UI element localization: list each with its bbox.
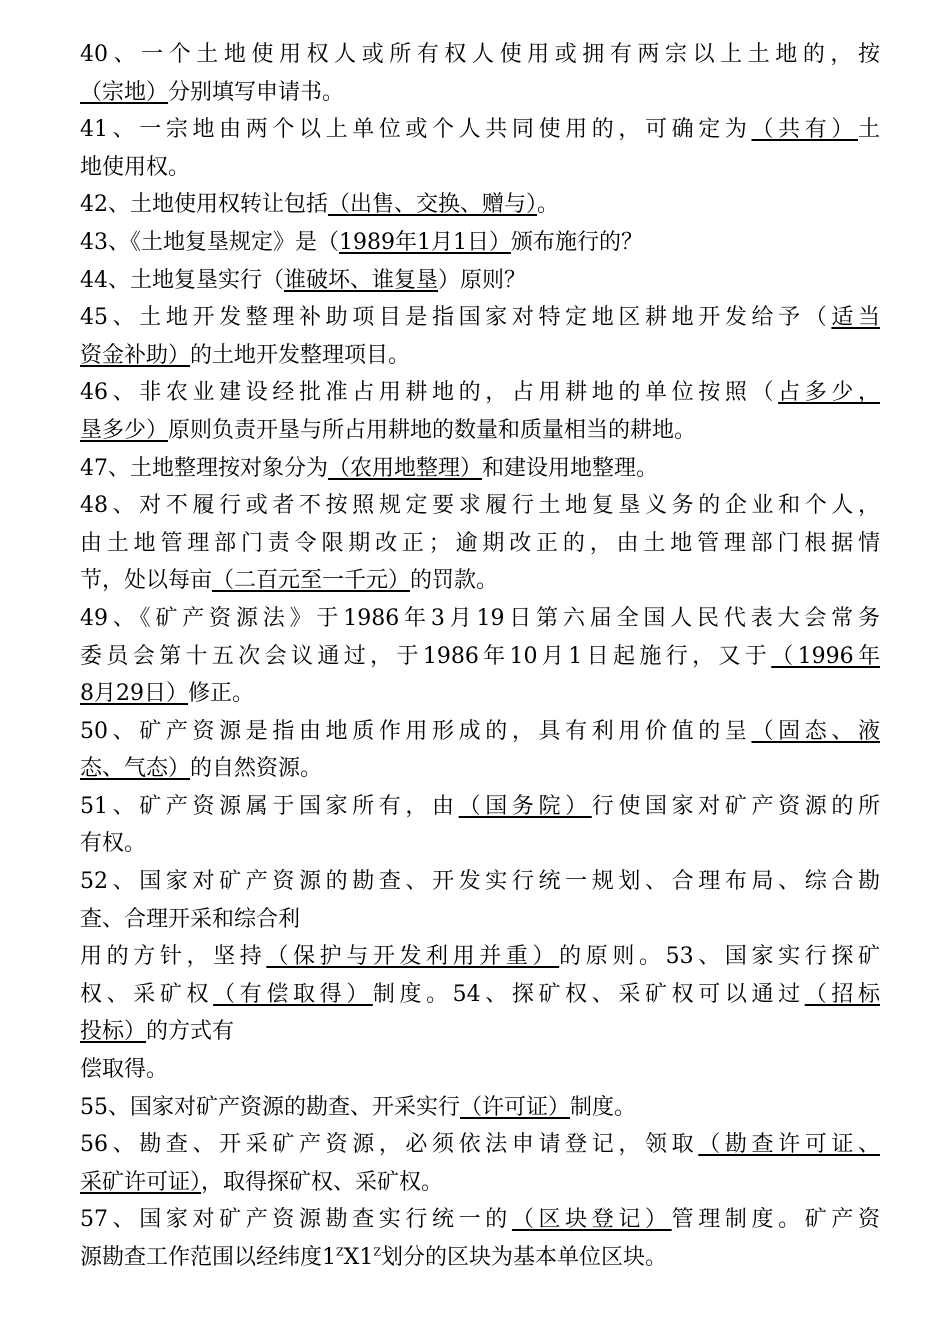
text-line — [80, 224, 880, 262]
text-line — [80, 713, 880, 751]
text-line — [80, 825, 880, 863]
answer-blank: 投标） — [80, 1019, 147, 1045]
text-line — [80, 487, 880, 525]
text-line — [80, 450, 880, 488]
text-run: 节，处以每亩 — [80, 568, 213, 594]
text-run: 49、《矿产资源法》于1986年3月19日第六届全国人民代表大会常务 — [80, 605, 880, 631]
text-run: 56、勘查、开采矿产资源，必须依法申请登记，领取 — [80, 1132, 699, 1158]
superscript: Z — [336, 1245, 344, 1259]
text-run: 57、国家对矿产资源勘查实行统一的 — [80, 1207, 512, 1233]
answer-blank: 态、气态） — [80, 756, 191, 782]
text-line — [80, 36, 880, 74]
text-line — [80, 111, 880, 149]
text-line — [80, 863, 880, 901]
answer-blank: 8月29日） — [80, 681, 188, 707]
text-line — [80, 186, 880, 224]
text-run: 行使国家对矿产资源的所 — [591, 793, 880, 819]
text-run: 修正。 — [188, 681, 255, 707]
text-run: 46、非农业建设经批准占用耕地的，占用耕地的单位按照（ — [80, 380, 779, 406]
answer-blank: （宗地） — [80, 79, 169, 105]
text-line — [80, 675, 880, 713]
answer-blank: （1996年 — [771, 643, 880, 669]
text-run: 40、一个土地使用权人或所有权人使用或拥有两宗以上土地的，按 — [80, 42, 880, 67]
text-line — [80, 562, 880, 600]
text-line — [80, 750, 880, 788]
text-run: 。 — [537, 192, 560, 218]
answer-blank: （有偿取得） — [213, 981, 373, 1007]
text-run: 的原则。53、国家实行探矿 — [559, 944, 880, 970]
text-run: 的方式有 — [146, 1019, 235, 1045]
text-line — [80, 1239, 880, 1277]
text-run: 分别填写申请书。 — [168, 79, 345, 105]
answer-blank: 适当 — [831, 305, 880, 331]
text-line — [80, 1126, 880, 1164]
text-run: 50、矿产资源是指由地质作用形成的，具有利用价值的呈 — [80, 718, 752, 744]
text-run: 的自然资源。 — [190, 756, 323, 782]
text-run: 52、国家对矿产资源的勘查、开发实行统一规划、合理布局、综合勘 — [80, 869, 880, 895]
answer-blank: 采矿许可证） — [80, 1169, 202, 1195]
text-run: X1 — [343, 1245, 374, 1270]
text-line — [80, 1013, 880, 1051]
text-run: 42、土地使用权转让包括 — [80, 192, 328, 218]
text-run: 管理制度。矿产资 — [671, 1207, 880, 1233]
answer-blank: （许可证） — [460, 1094, 571, 1120]
answer-blank: （固态、液 — [751, 718, 880, 744]
text-run: 由土地管理部门责令限期改正；逾期改正的，由土地管理部门根据情 — [80, 530, 880, 556]
text-line — [80, 638, 880, 676]
text-line — [80, 337, 880, 375]
answer-blank: （勘查许可证、 — [698, 1132, 880, 1158]
answer-blank: （共有） — [751, 117, 858, 143]
answer-blank: 1989年1月1日） — [339, 229, 511, 255]
text-line — [80, 412, 880, 450]
answer-blank: （国务院） — [458, 793, 592, 819]
text-line — [80, 976, 880, 1014]
superscript: Z — [373, 1245, 381, 1259]
answer-blank: 占多少， — [778, 380, 880, 406]
text-run: 制度。 — [570, 1094, 637, 1120]
text-line — [80, 600, 880, 638]
text-line — [80, 1201, 880, 1239]
answer-blank: （出售、交换、赠与） — [328, 192, 538, 218]
text-run: 土 — [857, 117, 880, 143]
text-run: 偿取得。 — [80, 1057, 169, 1083]
text-run: 委员会第十五次会议通过，于1986年10月1日起施行，又于 — [80, 643, 772, 669]
text-run: 划分的区块为基本单位区块。 — [380, 1245, 667, 1270]
text-line — [80, 149, 880, 187]
text-run: 51、矿产资源属于国家所有，由 — [80, 793, 459, 819]
answer-blank: （二百元至一千元） — [212, 568, 411, 594]
text-run: ，取得探矿权、采矿权。 — [201, 1169, 444, 1195]
answer-blank: （区块登记） — [511, 1207, 672, 1233]
answer-blank: （保护与开发利用并重） — [266, 944, 560, 970]
text-run: 制度。54、探矿权、采矿权可以通过 — [372, 981, 805, 1007]
text-line — [80, 788, 880, 826]
text-run: 43、《土地复垦规定》是（ — [80, 229, 339, 255]
text-line — [80, 262, 880, 300]
text-run: 44、土地复垦实行（ — [80, 267, 284, 293]
text-run: 55、国家对矿产资源的勘查、开采实行 — [80, 1094, 460, 1120]
answer-blank: 谁破坏、谁复垦 — [284, 267, 439, 293]
text-line — [80, 525, 880, 563]
text-run: 原则负责开垦与所占用耕地的数量和质量相当的耕地。 — [168, 417, 697, 443]
text-run: 源勘查工作范围以经纬度1 — [80, 1245, 336, 1270]
text-run: 47、土地整理按对象分为 — [80, 455, 328, 481]
text-run: ）原则？ — [438, 267, 527, 293]
answer-blank: 垦多少） — [80, 417, 169, 443]
text-run: 颁布施行的？ — [510, 229, 643, 255]
text-run: 的土地开发整理项目。 — [190, 342, 411, 368]
text-run: 用的方针，坚持 — [80, 944, 267, 970]
text-run: 41、一宗地由两个以上单位或个人共同使用的，可确定为 — [80, 117, 752, 143]
text-line — [80, 299, 880, 337]
text-line — [80, 374, 880, 412]
text-line — [80, 901, 880, 939]
document-body — [80, 36, 880, 1277]
text-run: 45、土地开发整理补助项目是指国家对特定地区耕地开发给予（ — [80, 305, 832, 331]
text-run: 查、合理开采和综合利 — [80, 906, 301, 932]
text-line — [80, 1089, 880, 1127]
text-run: 和建设用地整理。 — [482, 455, 659, 481]
text-run: 地使用权。 — [80, 154, 191, 180]
text-line — [80, 1164, 880, 1202]
text-line — [80, 938, 880, 976]
text-run: 的罚款。 — [410, 568, 499, 594]
text-line — [80, 1051, 880, 1089]
answer-blank: （农用地整理） — [328, 455, 483, 481]
text-run: 有权。 — [80, 831, 147, 857]
text-run: 48、对不履行或者不按照规定要求履行土地复垦义务的企业和个人， — [80, 493, 880, 519]
text-run: 权、采矿权 — [80, 981, 214, 1007]
answer-blank: （招标 — [804, 981, 880, 1007]
answer-blank: 资金补助） — [80, 342, 191, 368]
text-line — [80, 74, 880, 112]
